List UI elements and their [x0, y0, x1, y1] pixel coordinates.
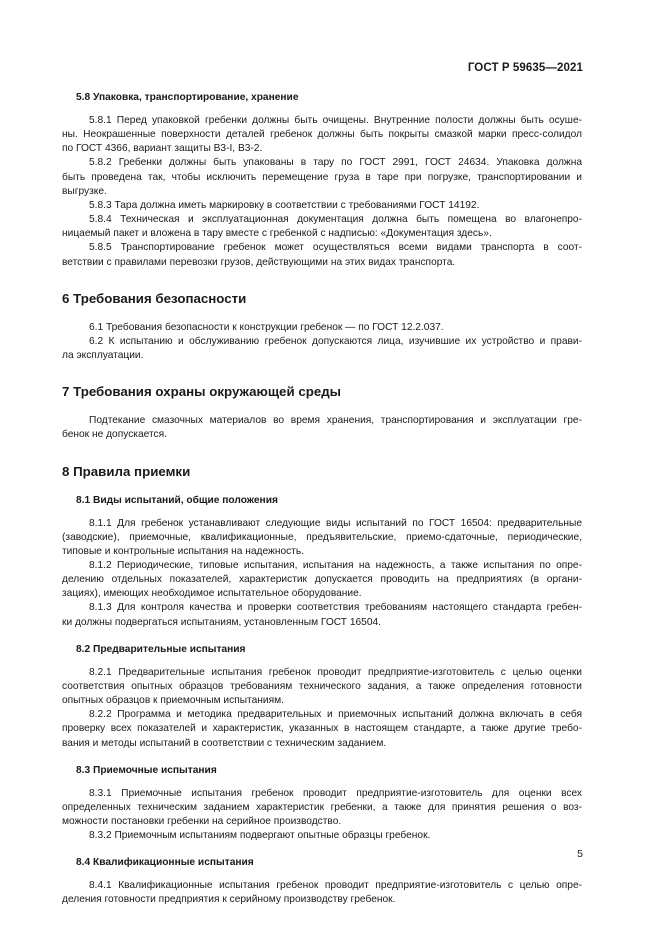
paragraph-8-4-1 — [62, 879, 582, 907]
section-5-8-heading: 5.8 Упаковка, транспортирование, хранение — [76, 92, 299, 103]
text-line: Подтекание смазочных материалов во время хранения, транспортирования и эксплуатации гре- — [89, 415, 582, 427]
text-line: зациях), имеющих необходимое испытательное оборудование. — [62, 588, 362, 600]
text-line: 6.2 К испытанию и обслуживанию гребенок допускаются лица, изучившие их устройство и прави- — [89, 335, 582, 347]
text-line: ла эксплуатации. — [62, 350, 144, 362]
section-6-heading: 6 Требования безопасности — [62, 290, 247, 306]
text-line: 5.8.5 Транспортирование гребенок может осуществляться всеми видами транспорта в соот- — [89, 242, 582, 254]
text-line: соответствия опытных образцов требованиям технического задания, а также определения готовности — [62, 680, 582, 692]
text-line: 8.4.1 Квалификационные испытания гребенок проводит предприятие-изготовитель с целью опре- — [89, 880, 582, 892]
section-8-4-heading: 8.4 Квалификационные испытания — [76, 857, 254, 869]
text-line: опытных образцов к приемочным испытаниям. — [62, 695, 284, 707]
text-line: вания и методы испытаний в соответствии с техническим заданием. — [62, 737, 387, 749]
text-line: ветствии с правилами перевозки грузов, действующими на этих видах транспорта. — [62, 256, 456, 268]
paragraph-7 — [62, 414, 582, 442]
document-body — [62, 91, 582, 908]
paragraph-8-1-1 — [62, 517, 582, 559]
text-line: 5.8.3 Тара должна иметь маркировку в соответствии с требованиями ГОСТ 14192. — [89, 199, 480, 211]
text-line: 8.1.2 Периодические, типовые испытания, испытания на надежность, а также испытания по опре- — [89, 559, 582, 571]
text-line: (заводские), приемочные, квалификационные, предъявительские, приемо-сдаточные, периодические, — [62, 531, 582, 543]
text-line: 8.2.2 Программа и методика предварительных и приемочных испытаний должна включать в себя — [89, 709, 582, 721]
section-8-1-heading: 8.1 Виды испытаний, общие положения — [76, 494, 278, 506]
paragraph-5-8-3 — [76, 199, 582, 213]
text-line: ки должны подвергаться испытаниям, установленным ГОСТ 16504. — [62, 616, 381, 628]
paragraph-8-3-2 — [76, 829, 582, 843]
text-line: 8.2.1 Предварительные испытания гребенок проводит предприятие-изготовитель с целью оценки — [89, 666, 582, 678]
text-line: типовые и контрольные испытания на надежность. — [62, 545, 305, 557]
paragraph-8-1-2 — [62, 559, 582, 601]
text-line: выгрузке. — [62, 185, 107, 197]
text-line: 5.8.2 Гребенки должны быть упакованы в тару по ГОСТ 2991, ГОСТ 24634. Упаковка должна — [89, 157, 582, 169]
paragraph-8-3-1 — [62, 787, 582, 829]
page-number: 5 — [577, 848, 583, 860]
paragraph-6-2 — [62, 335, 582, 363]
text-line: 5.8.1 Перед упаковкой гребенки должны быть очищены. Внутренние полости должны быть осуше- — [89, 115, 582, 126]
text-line: делению отдельных показателей, характеристик допускается проводить на предприятиях (в органи- — [62, 574, 582, 586]
standard-header: ГОСТ Р 59635—2021 — [467, 62, 583, 74]
paragraph-8-1-3 — [62, 601, 582, 629]
text-line: проверку всех показателей и характеристик, указанных в настоящем стандарте, а также другие требо- — [62, 723, 582, 735]
text-line: по ГОСТ 4366, вариант защиты В3-I, В3-2. — [62, 143, 263, 155]
text-line: 8.3.2 Приемочным испытаниям подвергают опытные образцы гребенок. — [89, 830, 431, 842]
text-line: можности постановки гребенки на серийное производство. — [62, 816, 342, 827]
text-line: бенок не допускается. — [62, 429, 167, 441]
paragraph-8-2-1 — [62, 666, 582, 708]
paragraph-5-8-5 — [62, 241, 582, 269]
text-line: ны. Неокрашенные поверхности деталей гребенок должны быть покрыты смазкой марки пресс-солидол — [62, 129, 582, 141]
paragraph-5-8-4 — [62, 213, 582, 241]
paragraph-5-8-2 — [62, 156, 582, 198]
text-line: быть проведена так, чтобы исключить перемещение груза в таре при погрузке, транспортировании и — [62, 171, 582, 183]
text-line: определенных техническим заданием характеристик гребенки, а также для принятия решения о воз- — [62, 801, 582, 813]
text-line: 5.8.4 Техническая и эксплуатационная документация должна быть помещена во влагонепро- — [89, 214, 582, 226]
section-8-heading: 8 Правила приемки — [62, 463, 191, 479]
text-line: 8.1.1 Для гребенок устанавливают следующие виды испытаний по ГОСТ 16504: предварительные — [89, 517, 582, 529]
paragraph-5-8-1 — [62, 114, 582, 156]
section-8-2-heading: 8.2 Предварительные испытания — [76, 643, 246, 655]
text-line: ницаемый пакет и вложена в тару вместе с гребенкой с надписью: «Документация здесь». — [62, 228, 492, 240]
text-line: 8.3.1 Приемочные испытания гребенок проводит предприятие-изготовитель для оценки всех — [89, 787, 582, 799]
section-7-heading: 7 Требования охраны окружающей среды — [62, 384, 342, 400]
paragraph-8-2-2 — [62, 708, 582, 750]
paragraph-6-1 — [76, 321, 582, 335]
section-8-3-heading: 8.3 Приемочные испытания — [76, 764, 217, 776]
text-line: 8.1.3 Для контроля качества и проверки соответствия требованиям настоящего стандарта гребен- — [89, 602, 582, 614]
text-line: деления готовности предприятия к серийному производству гребенок. — [62, 894, 396, 906]
text-line: 6.1 Требования безопасности к конструкции гребенок — по ГОСТ 12.2.037. — [89, 321, 444, 333]
